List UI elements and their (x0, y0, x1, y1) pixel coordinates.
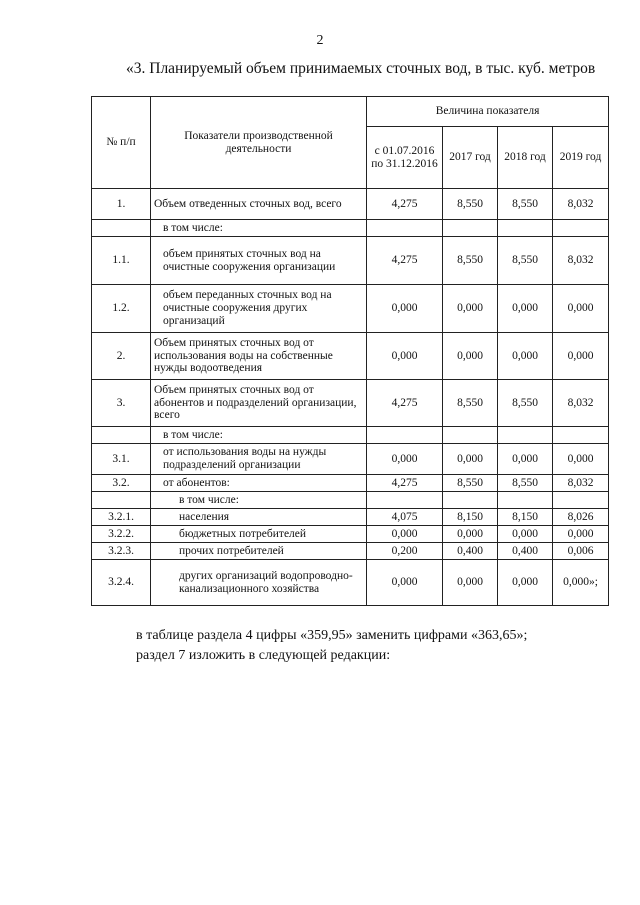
table-row (92, 237, 609, 285)
row-value: 8,550 (498, 189, 553, 220)
row-name: Объем принятых сточных вод от абонентов и подразделений организации, всего (151, 380, 367, 427)
row-name: от абонентов: (151, 475, 367, 492)
row-value: 0,400 (443, 543, 498, 560)
row-num: 3.1. (92, 444, 151, 475)
row-name: объем принятых сточных вод на очистные сооружения организации (151, 237, 367, 285)
row-value: 0,000 (498, 526, 553, 543)
row-value: 8,550 (443, 237, 498, 285)
table-row (92, 285, 609, 333)
row-value: 0,000 (367, 444, 443, 475)
row-value: 8,550 (443, 189, 498, 220)
row-value: 0,000 (443, 333, 498, 380)
row-value: 0,000 (553, 444, 609, 475)
row-num (92, 220, 151, 237)
row-name: бюджетных потребителей (151, 526, 367, 543)
row-value: 0,006 (553, 543, 609, 560)
row-num: 3. (92, 380, 151, 427)
row-value: 0,000 (367, 526, 443, 543)
row-value: 4,275 (367, 380, 443, 427)
row-value: 0,000 (367, 560, 443, 606)
row-value: 0,000 (443, 444, 498, 475)
row-name: Объем отведенных сточных вод, всего (151, 189, 367, 220)
row-value: 8,032 (553, 189, 609, 220)
row-value: 0,000 (553, 333, 609, 380)
wastewater-table (91, 96, 609, 606)
row-value: 0,400 (498, 543, 553, 560)
row-value (553, 220, 609, 237)
row-num (92, 492, 151, 509)
table-row (92, 526, 609, 543)
row-value (498, 427, 553, 444)
row-name: в том числе: (151, 427, 367, 444)
row-name: населения (151, 509, 367, 526)
amendment-line: в таблице раздела 4 цифры «359,95» заменить цифрами «363,65»; (136, 628, 528, 643)
row-name: Объем принятых сточных вод от использования воды на собственные нужды водоотведения (151, 333, 367, 380)
row-value: 8,032 (553, 380, 609, 427)
row-num: 3.2.2. (92, 526, 151, 543)
table-row (92, 189, 609, 220)
row-value (367, 492, 443, 509)
header-indicator: Показатели производственной деятельности (151, 97, 367, 189)
row-num: 3.2. (92, 475, 151, 492)
row-name: в том числе: (151, 220, 367, 237)
row-value: 8,150 (443, 509, 498, 526)
row-value (443, 427, 498, 444)
row-value (367, 220, 443, 237)
row-num: 1.2. (92, 285, 151, 333)
row-value: 0,000»; (553, 560, 609, 606)
row-num: 1. (92, 189, 151, 220)
row-value: 0,000 (443, 526, 498, 543)
row-value (443, 492, 498, 509)
row-value: 0,000 (553, 285, 609, 333)
table-row (92, 560, 609, 606)
row-num: 3.2.1. (92, 509, 151, 526)
row-value: 0,000 (553, 526, 609, 543)
row-value: 4,075 (367, 509, 443, 526)
row-value: 0,000 (367, 285, 443, 333)
header-period: 2018 год (498, 127, 553, 189)
row-value: 8,550 (443, 475, 498, 492)
row-value: 8,026 (553, 509, 609, 526)
row-name: от использования воды на нужды подразделений организации (151, 444, 367, 475)
table-row (92, 509, 609, 526)
row-value: 8,150 (498, 509, 553, 526)
row-value (443, 220, 498, 237)
row-value: 0,000 (498, 444, 553, 475)
row-value: 8,032 (553, 475, 609, 492)
table-row (92, 380, 609, 427)
header-num: № п/п (92, 97, 151, 189)
row-value (498, 220, 553, 237)
row-value (498, 492, 553, 509)
table-row (92, 475, 609, 492)
row-name: других организаций водопроводно-канализационного хозяйства (151, 560, 367, 606)
table-row (92, 220, 609, 237)
table-row (92, 543, 609, 560)
table-row (92, 492, 609, 509)
page-number: 2 (316, 33, 324, 48)
row-value: 8,032 (553, 237, 609, 285)
row-value (553, 427, 609, 444)
header-period: 2019 год (553, 127, 609, 189)
row-value (553, 492, 609, 509)
row-value: 0,200 (367, 543, 443, 560)
row-num: 3.2.3. (92, 543, 151, 560)
row-value: 0,000 (443, 560, 498, 606)
row-value: 4,275 (367, 237, 443, 285)
row-name: объем переданных сточных вод на очистные сооружения других организаций (151, 285, 367, 333)
row-value: 8,550 (443, 380, 498, 427)
row-num (92, 427, 151, 444)
table-row (92, 444, 609, 475)
row-value: 4,275 (367, 189, 443, 220)
row-value: 0,000 (498, 333, 553, 380)
row-num: 3.2.4. (92, 560, 151, 606)
row-name: в том числе: (151, 492, 367, 509)
row-value: 4,275 (367, 475, 443, 492)
row-value: 8,550 (498, 237, 553, 285)
table-row (92, 427, 609, 444)
row-num: 2. (92, 333, 151, 380)
row-value: 0,000 (498, 560, 553, 606)
header-period: 2017 год (443, 127, 498, 189)
row-value (367, 427, 443, 444)
row-num: 1.1. (92, 237, 151, 285)
table-heading: «3. Планируемый объем принимаемых сточных вод, в тыс. куб. метров (126, 60, 596, 77)
row-name: прочих потребителей (151, 543, 367, 560)
header-period: с 01.07.2016 по 31.12.2016 (367, 127, 443, 189)
row-value: 8,550 (498, 475, 553, 492)
row-value: 0,000 (498, 285, 553, 333)
table-row (92, 333, 609, 380)
row-value: 0,000 (367, 333, 443, 380)
header-value-group: Величина показателя (367, 97, 609, 127)
row-value: 8,550 (498, 380, 553, 427)
amendment-line: раздел 7 изложить в следующей редакции: (136, 648, 391, 663)
row-value: 0,000 (443, 285, 498, 333)
